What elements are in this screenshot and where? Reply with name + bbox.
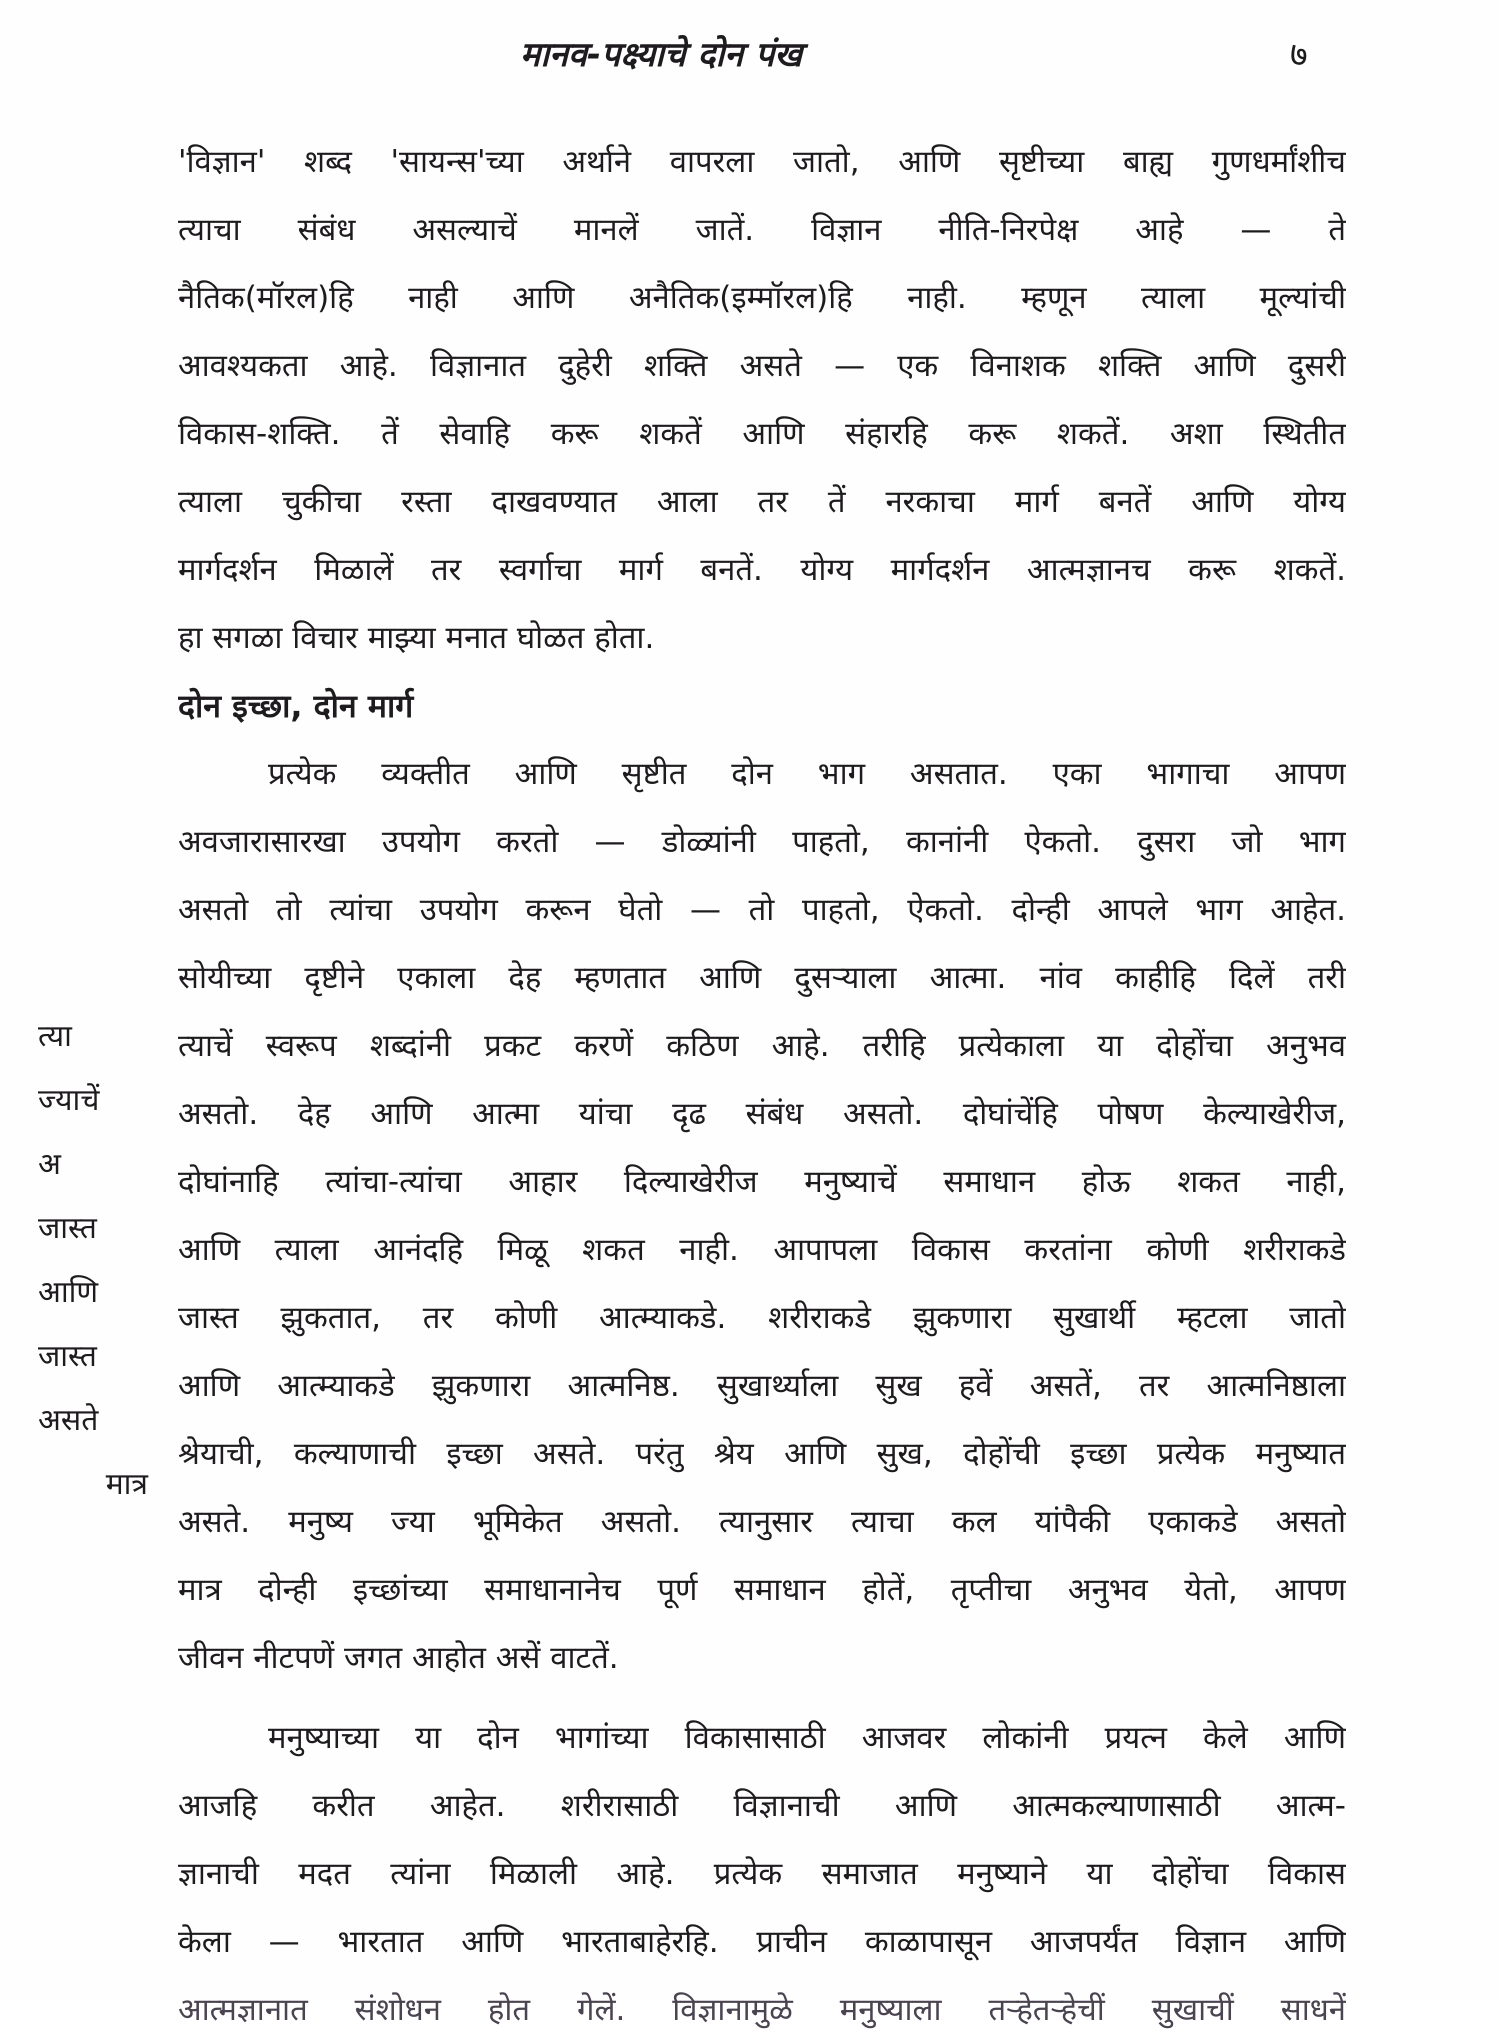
body-text: [178, 128, 1346, 2044]
paragraph-2-line: अवजारासारखा उपयोग करतो — डोळ्यांनी पाहतो, कानांनी ऐकतो. दुसरा जो भाग: [178, 824, 1346, 860]
paragraph-2-line: आणि आत्म्याकडे झुकणारा आत्मनिष्ठ. सुखार्थ्याला सुख हवें असतें, तर आत्मनिष्ठाला: [178, 1368, 1346, 1404]
paragraph-2-line: असतो तो त्यांचा उपयोग करून घेतो — तो पाहतो, ऐकतो. दोन्ही आपले भाग आहेत.: [178, 892, 1346, 928]
page-number: ७: [1290, 35, 1308, 75]
margin-note: मात्र: [105, 1467, 148, 1502]
paragraph-2-line: मात्र दोन्ही इच्छांच्या समाधानानेच पूर्ण समाधान होतें, तृप्तीचा अनुभव येतो, आपण: [178, 1572, 1346, 1608]
paragraph-3-line: ज्ञानाची मदत त्यांना मिळाली आहे. प्रत्येक समाजात मनुष्याने या दोहोंचा विकास: [178, 1856, 1346, 1892]
paragraph-2-line: श्रेयाची, कल्याणाची इच्छा असते. परंतु श्रेय आणि सुख, दोहोंची इच्छा प्रत्येक मनुष्यात: [178, 1436, 1346, 1472]
paragraph-3-line: केला — भारतात आणि भारताबाहेरहि. प्राचीन काळापासून आजपर्यंत विज्ञान आणि: [178, 1924, 1346, 1960]
paragraph-1-line: हा सगळा विचार माझ्या मनात घोळत होता.: [178, 620, 655, 656]
margin-note: असते: [38, 1403, 99, 1438]
paragraph-1-line: मार्गदर्शन मिळालें तर स्वर्गाचा मार्ग बनतें. योग्य मार्गदर्शन आत्मज्ञानच करू शकतें.: [178, 552, 1346, 588]
paragraph-2-line: दोघांनाहि त्यांचा-त्यांचा आहार दिल्याखेरीज मनुष्याचें समाधान होऊ शकत नाही,: [178, 1164, 1346, 1200]
paragraph-1-line: आवश्यकता आहे. विज्ञानात दुहेरी शक्ति असते — एक विनाशक शक्ति आणि दुसरी: [178, 348, 1346, 384]
paragraph-1-line: नैतिक(मॉरल)हि नाही आणि अनैतिक(इम्मॉरल)हि नाही. म्हणून त्याला मूल्यांची: [178, 280, 1346, 316]
paragraph-2-line: त्याचें स्वरूप शब्दांनी प्रकट करणें कठिण आहे. तरीहि प्रत्येकाला या दोहोंचा अनुभव: [178, 1028, 1346, 1064]
paragraph-2-line: आणि त्याला आनंदहि मिळू शकत नाही. आपापला विकास करतांना कोणी शरीराकडे: [178, 1232, 1346, 1268]
paragraph-3-line: आत्मज्ञानात संशोधन होत गेलें. विज्ञानामुळे मनुष्याला तऱ्हेतऱ्हेचीं सुखाचीं साधनें: [178, 1992, 1346, 2028]
margin-note: ज्याचें: [38, 1083, 100, 1118]
paragraph-1-line: विकास-शक्ति. तें सेवाहि करू शकतें आणि संहारहि करू शकतें. अशा स्थितीत: [178, 416, 1346, 452]
paragraph-2-line: प्रत्येक व्यक्तीत आणि सृष्टीत दोन भाग असतात. एका भागाचा आपण: [268, 756, 1346, 792]
paragraph-1-line: 'विज्ञान' शब्द 'सायन्स'च्या अर्थाने वापरला जातो, आणि सृष्टीच्या बाह्य गुणधर्मांशीच: [178, 144, 1346, 180]
paragraph-3-line: मनुष्याच्या या दोन भागांच्या विकासासाठी आजवर लोकांनी प्रयत्न केले आणि: [268, 1720, 1346, 1756]
paragraph-2-line: जीवन नीटपणें जगत आहोत असें वाटतें.: [178, 1640, 619, 1676]
paragraph-gap: [178, 1692, 1346, 1704]
margin-note: आणि: [38, 1275, 99, 1310]
paragraph-2-line: असतो. देह आणि आत्मा यांचा दृढ संबंध असतो. दोघांचेंहि पोषण केल्याखेरीज,: [178, 1096, 1346, 1132]
margin-note: जास्त: [38, 1211, 97, 1246]
margin-notes: [38, 1005, 148, 1517]
paragraph-1-line: त्याचा संबंध असल्याचें मानलें जातें. विज्ञान नीति-निरपेक्ष आहे — ते: [178, 212, 1346, 248]
paragraph-2-line: जास्त झुकतात, तर कोणी आत्म्याकडे. शरीराकडे झुकणारा सुखार्थी म्हटला जातो: [178, 1300, 1346, 1336]
paragraph-1-line: त्याला चुकीचा रस्ता दाखवण्यात आला तर तें नरकाचा मार्ग बनतें आणि योग्य: [178, 484, 1346, 520]
paragraph-3-line: आजहि करीत आहेत. शरीरासाठी विज्ञानाची आणि आत्मकल्याणासाठी आत्म-: [178, 1788, 1346, 1824]
running-title: मानव-पक्ष्याचे दोन पंख: [520, 35, 803, 75]
margin-note: त्या: [38, 1019, 72, 1054]
margin-note: जास्त: [38, 1339, 97, 1374]
paragraph-2-line: सोयीच्या दृष्टीने एकाला देह म्हणतात आणि दुसऱ्याला आत्मा. नांव काहीहि दिलें तरी: [178, 960, 1346, 996]
section-heading: दोन इच्छा, दोन मार्ग: [178, 687, 414, 725]
running-header: [0, 30, 1500, 80]
margin-note: अ: [38, 1147, 61, 1182]
paragraph-2-line: असते. मनुष्य ज्या भूमिकेत असतो. त्यानुसार त्याचा कल यांपैकी एकाकडे असतो: [178, 1504, 1346, 1540]
